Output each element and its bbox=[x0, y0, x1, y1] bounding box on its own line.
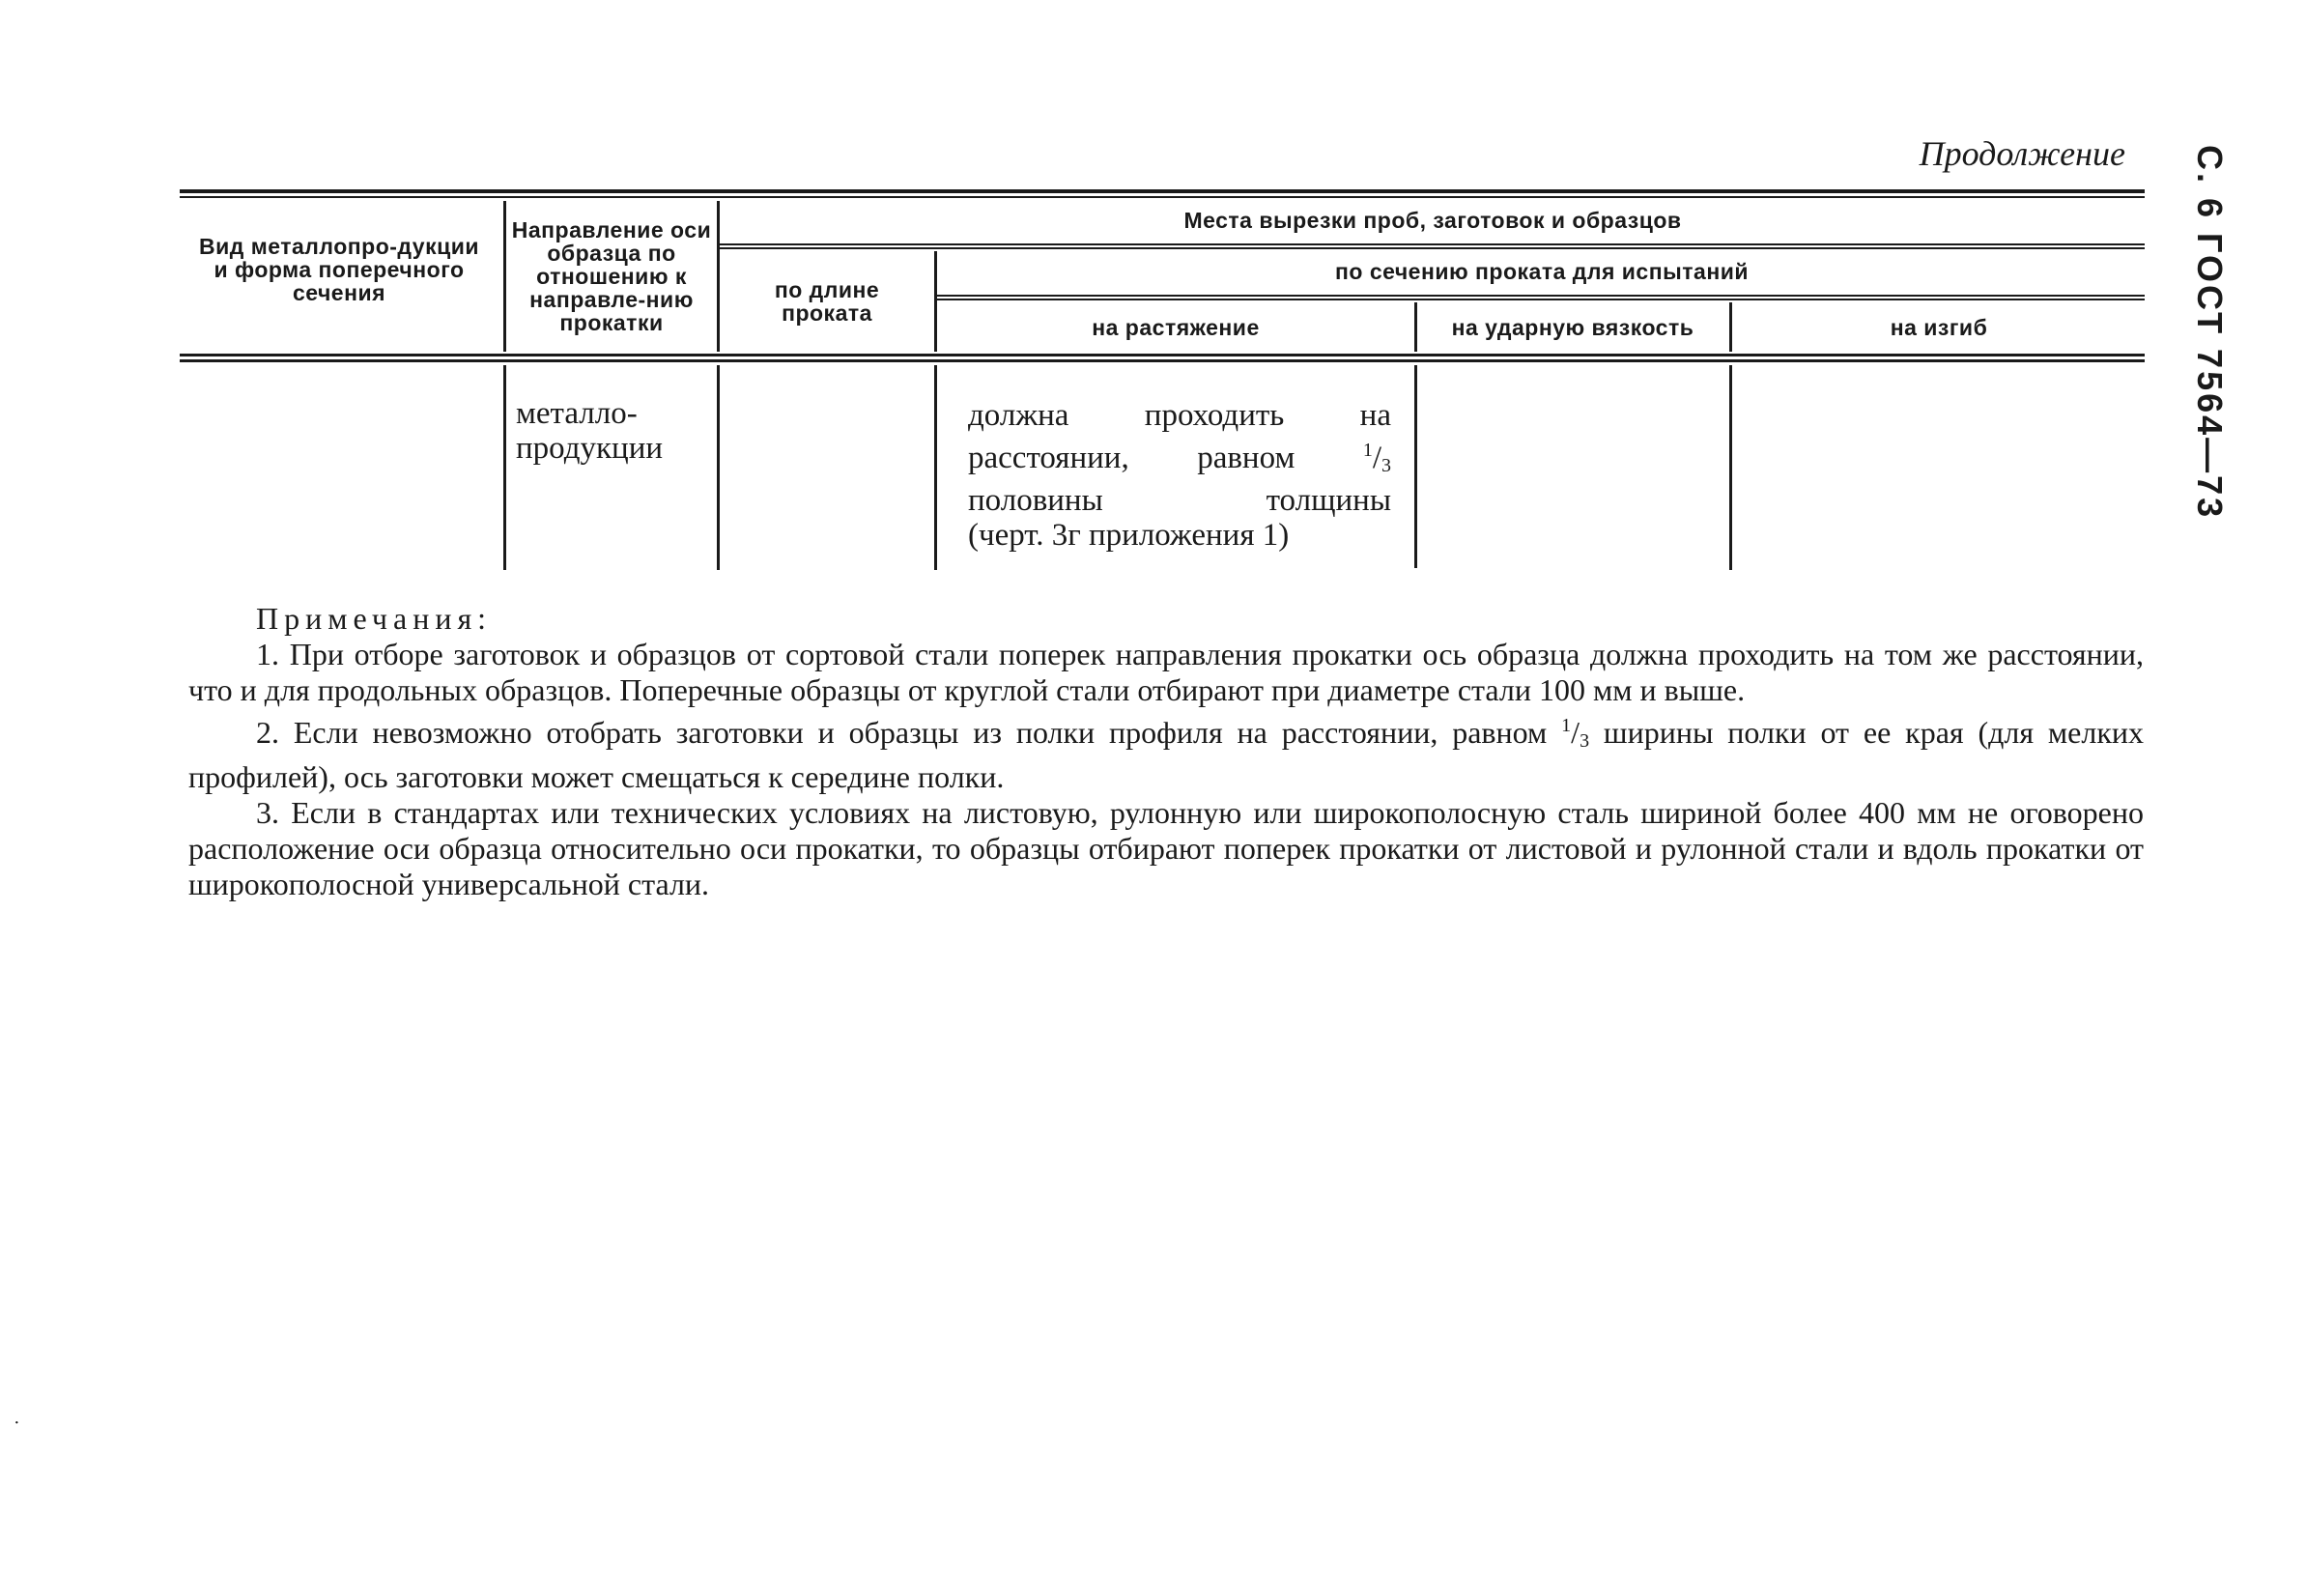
note-3: 3. Если в стандартах или технических условиях на листовую, рулонную или широкополосную сталь шириной более 400 мм не оговорено расположение оси образца относительно оси прокатки, то образцы отбирают поперек прокатки от листовой и рулонной стали и вдоль прокатки от широкополосной универсальной стали. bbox=[188, 795, 2144, 901]
notes-section bbox=[188, 601, 2144, 902]
row-tension-line2 bbox=[968, 433, 1391, 483]
header-bending: на изгиб bbox=[1890, 315, 1988, 340]
header-cut-locations: Места вырезки проб, заготовок и образцов bbox=[1183, 208, 1682, 233]
header-bottom-rule-2 bbox=[180, 359, 2145, 362]
row-tension-line4: (черт. 3г приложения 1) bbox=[968, 518, 1290, 553]
header-vline-4 bbox=[1414, 302, 1417, 352]
note-1: 1. При отборе заготовок и образцов от сортовой стали поперек направления прокатки ось образца должна проходить на том же расстоянии, что и для продольных образцов. Поперечные образцы от круглой стали отбирают при диаметре стали 100 мм и выше. bbox=[188, 637, 2144, 707]
header-impact: на ударную вязкость bbox=[1451, 315, 1694, 340]
header-axis-direction: Направление оси образца по отношению к направле-нию прокатки bbox=[511, 217, 712, 335]
row-axis-line1: металло- bbox=[516, 396, 638, 431]
row-axis-direction bbox=[516, 396, 709, 466]
note-2 bbox=[188, 708, 2144, 795]
body-vline-1 bbox=[503, 365, 506, 570]
rule-under-section bbox=[936, 295, 2145, 297]
page-reference: С. 6 ГОСТ 7564—73 bbox=[2190, 145, 2230, 521]
header-vline-2 bbox=[717, 201, 720, 352]
stray-mark: · bbox=[14, 1412, 20, 1434]
note-2-after: ширины полки от ее края (для мелких профилей), ось заготовки может смещаться к середине полки. bbox=[188, 715, 2145, 794]
notes-title: Примечания: bbox=[256, 601, 493, 636]
rule-under-section-2 bbox=[936, 299, 2145, 300]
row-tension-location bbox=[968, 398, 1391, 553]
row-tension-line1: должна проходить на bbox=[968, 398, 1391, 433]
row-axis-line2: продукции bbox=[516, 431, 664, 466]
header-cross-section: по сечению проката для испытаний bbox=[1334, 259, 1749, 284]
header-tension: на растяжение bbox=[1092, 315, 1260, 340]
row-tension-line3: половины толщины bbox=[968, 483, 1391, 518]
header-bottom-rule bbox=[180, 354, 2145, 356]
header-vline-1 bbox=[503, 201, 506, 352]
body-vline-5 bbox=[1729, 365, 1732, 570]
body-vline-2 bbox=[717, 365, 720, 570]
body-vline-4 bbox=[1414, 365, 1417, 568]
header-vline-3 bbox=[934, 251, 937, 352]
note-2-fraction: $^1/_3$ bbox=[1561, 715, 1590, 752]
header-along-length: по длине проката bbox=[774, 277, 880, 326]
rule-under-group-2 bbox=[719, 247, 2145, 249]
row-tension-fraction: $^1/_3$ bbox=[1362, 440, 1391, 476]
sampling-table bbox=[180, 189, 2145, 576]
table-top-rule-thin bbox=[180, 196, 2145, 198]
row-tension-line2-text: расстоянии, равном bbox=[968, 441, 1295, 475]
rule-under-group bbox=[719, 243, 2145, 245]
body-vline-3 bbox=[934, 365, 937, 570]
continuation-label: Продолжение bbox=[1919, 134, 2125, 173]
table-top-rule bbox=[180, 189, 2145, 193]
note-2-before: 2. Если невозможно отобрать заготовки и образцы из полки профиля на расстоянии, равном bbox=[256, 715, 1548, 750]
header-vline-5 bbox=[1729, 302, 1732, 352]
header-product-type: Вид металлопро-дукции и форма поперечного сечения bbox=[199, 234, 480, 305]
